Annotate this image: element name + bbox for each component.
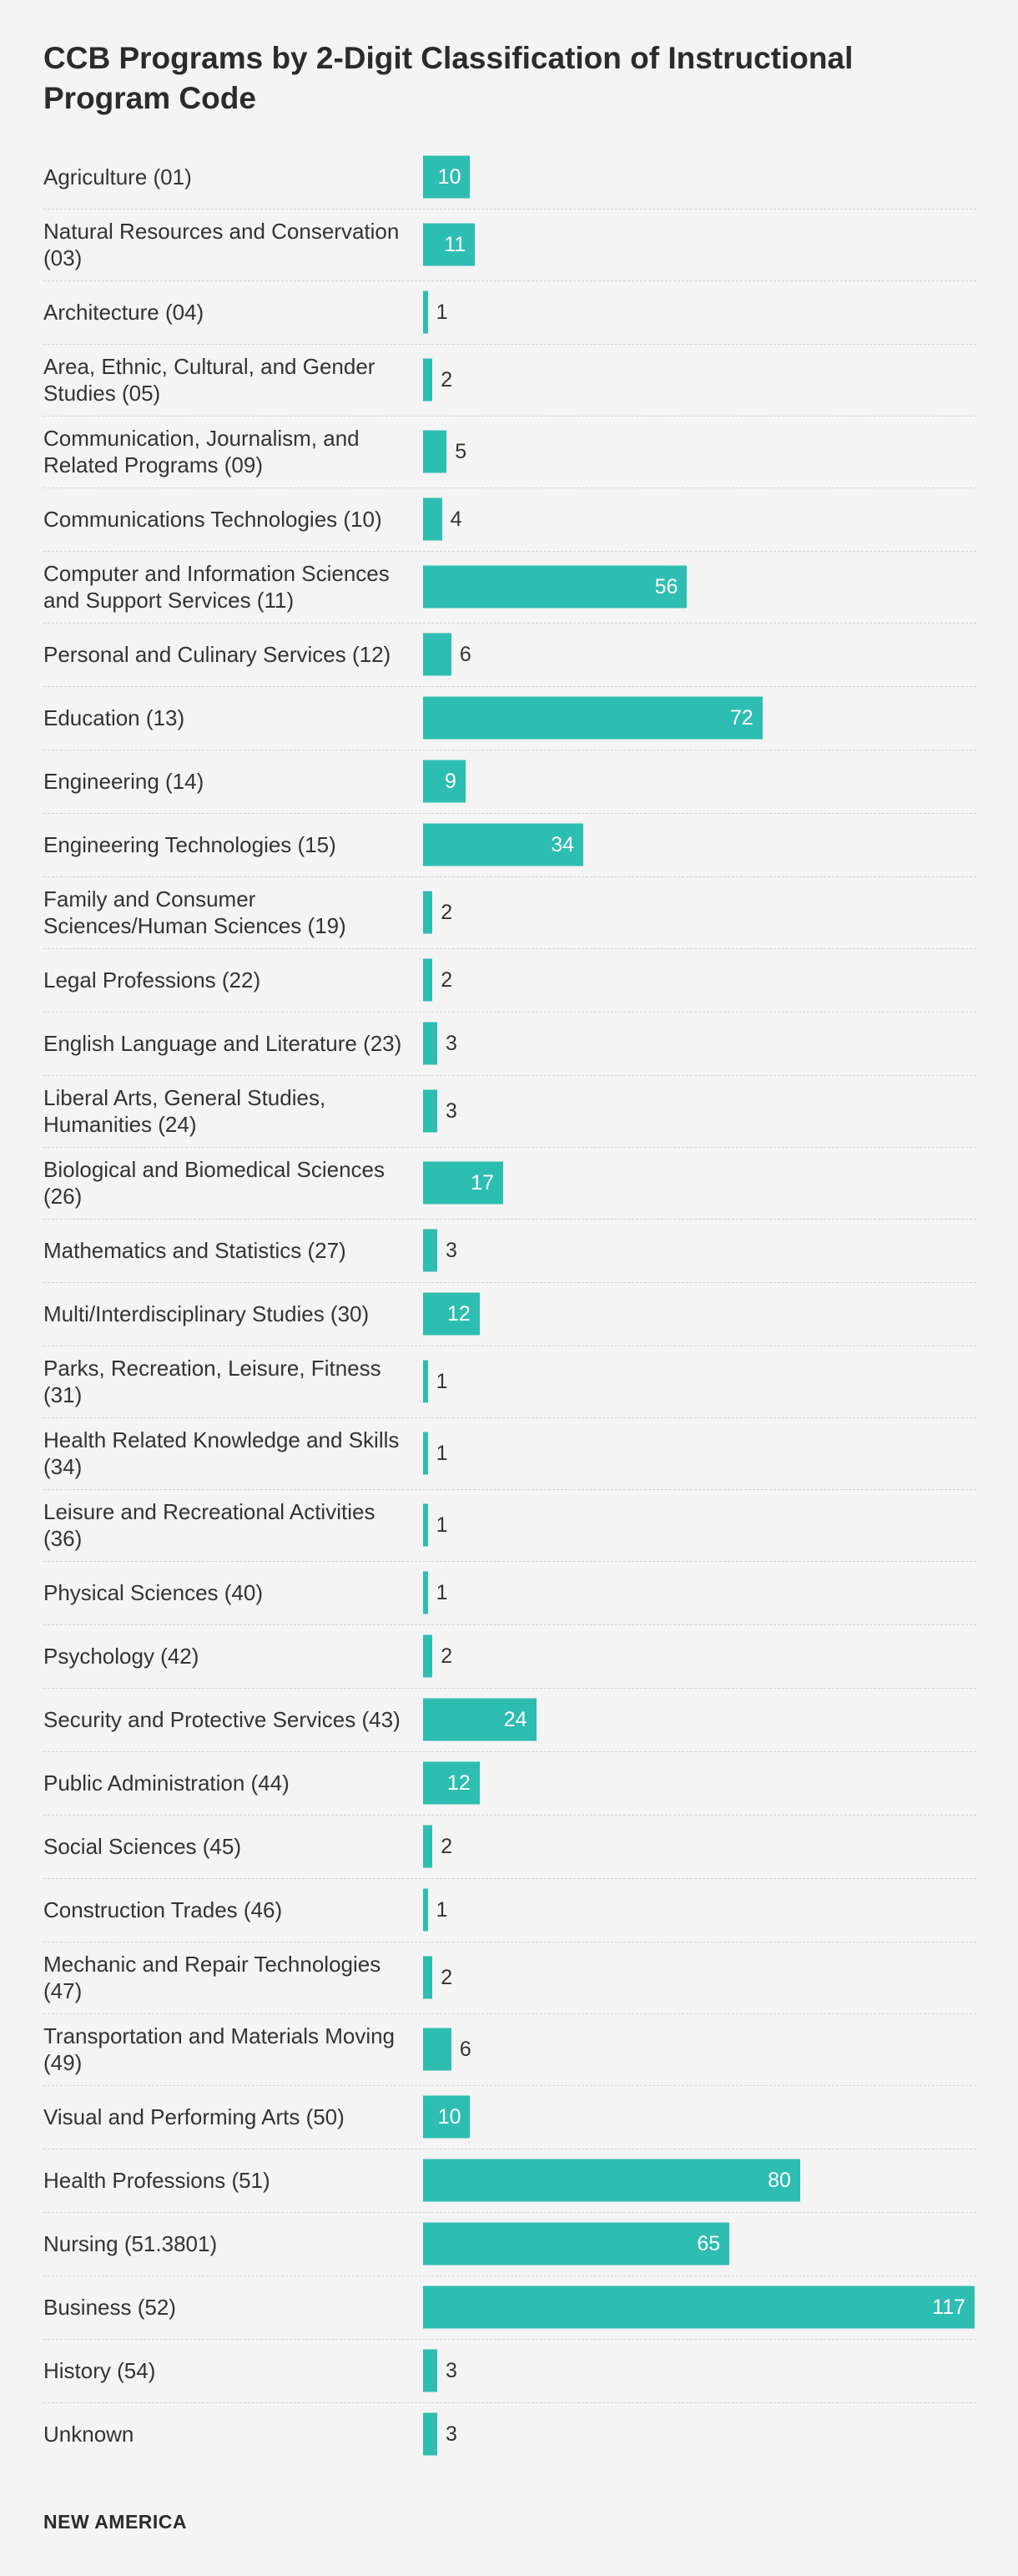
value-label: 1 [436, 1898, 448, 1922]
value-label: 2 [441, 368, 453, 391]
row-divider [43, 1624, 976, 1625]
category-label: Liberal Arts, General Studies, Humanities (24) [43, 1085, 326, 1137]
category-label: Agriculture (01) [43, 164, 192, 189]
bar [423, 1090, 437, 1133]
row-divider [43, 1878, 976, 1879]
row-divider [43, 1561, 976, 1562]
category-label: Mechanic and Repair Technologies (47) [43, 1952, 381, 2003]
category-label: Leisure and Recreational Activities (36) [43, 1499, 375, 1551]
category-label: Health Professions (51) [43, 2168, 270, 2193]
value-label: 2 [441, 968, 453, 992]
category-label: Engineering Technologies (15) [43, 832, 336, 857]
bar [423, 1023, 437, 1065]
value-label: 17 [471, 1171, 495, 1195]
row-divider [43, 1282, 976, 1283]
row-divider [43, 1417, 976, 1418]
bar [423, 1230, 437, 1272]
value-label: 9 [444, 770, 456, 793]
bar [423, 359, 432, 402]
category-label: Computer and Information Sciences and Support Services (11) [43, 561, 390, 613]
bar [423, 1504, 428, 1547]
bar [423, 1361, 428, 1403]
category-label: Area, Ethnic, Cultural, and Gender Studies (05) [43, 354, 375, 406]
value-label: 1 [436, 1513, 448, 1537]
value-label: 1 [436, 301, 448, 324]
bar [423, 1957, 432, 1999]
category-label: Transportation and Materials Moving (49) [43, 2023, 396, 2075]
category-label: Personal and Culinary Services (12) [43, 642, 391, 667]
value-label: 2 [441, 1966, 453, 1989]
row-divider [43, 416, 976, 417]
category-label: Construction Trades (46) [43, 1897, 283, 1922]
row-divider [43, 1815, 976, 1816]
row-divider [43, 948, 976, 949]
row-divider [43, 2085, 976, 2086]
category-label: Communication, Journalism, and Related Programs (09) [43, 426, 360, 477]
category-label: Architecture (04) [43, 300, 204, 325]
row-divider [43, 2212, 976, 2213]
category-label: Multi/Interdisciplinary Studies (30) [43, 1301, 370, 1326]
category-label: Engineering (14) [43, 769, 204, 794]
category-label: History (54) [43, 2358, 156, 2383]
value-label: 3 [445, 1099, 457, 1123]
value-label: 24 [503, 1708, 527, 1731]
bar [423, 1432, 428, 1475]
row-divider [43, 686, 976, 687]
row-divider [43, 551, 976, 552]
bar [423, 1572, 428, 1614]
brand-footer: NEW AMERICA [43, 2511, 188, 2533]
value-label: 1 [436, 1581, 448, 1604]
category-label: Public Administration (44) [43, 1770, 290, 1796]
category-label: Business (52) [43, 2295, 176, 2320]
category-label: Family and Consumer Sciences/Human Sciences (19) [43, 886, 346, 938]
category-label: Legal Professions (22) [43, 967, 261, 993]
row-divider [43, 813, 976, 814]
row-divider [43, 280, 976, 281]
value-label: 12 [446, 1302, 471, 1326]
value-label: 2 [441, 1835, 453, 1858]
value-label: 3 [445, 1239, 457, 1262]
value-label: 6 [459, 2038, 471, 2061]
row-divider [43, 2013, 976, 2014]
row-divider [43, 1688, 976, 1689]
value-label: 4 [450, 508, 462, 531]
bar [423, 431, 446, 473]
category-label: Physical Sciences (40) [43, 1580, 263, 1605]
value-label: 3 [445, 2422, 457, 2446]
row-divider [43, 344, 976, 345]
bar [423, 2028, 451, 2071]
value-label: 2 [441, 901, 453, 924]
value-label: 1 [436, 1370, 448, 1393]
row-divider [43, 1489, 976, 1490]
bar [423, 498, 442, 541]
bar [423, 1826, 432, 1868]
row-divider [43, 1219, 976, 1220]
value-label: 65 [697, 2232, 721, 2255]
value-label: 72 [729, 706, 753, 730]
bar [423, 1889, 428, 1932]
value-label: 2 [441, 1644, 453, 1668]
row-divider [43, 1075, 976, 1076]
category-label: Natural Resources and Conservation (03) [43, 219, 400, 270]
category-label: Communications Technologies (10) [43, 507, 382, 532]
bar [423, 2413, 437, 2456]
category-label: Security and Protective Services (43) [43, 1707, 401, 1732]
bar [423, 959, 432, 1002]
category-label: Education (13) [43, 705, 185, 730]
category-label: English Language and Literature (23) [43, 1031, 402, 1056]
chart-title: CCB Programs by 2-Digit Classification of Instructional Program Code [43, 41, 854, 115]
category-label: Visual and Performing Arts (50) [43, 2104, 345, 2129]
value-label: 34 [551, 833, 575, 856]
row-divider [43, 2275, 976, 2276]
value-label: 3 [445, 1032, 457, 1055]
row-divider [43, 1012, 976, 1013]
category-label: Psychology (42) [43, 1644, 199, 1669]
row-divider [43, 876, 976, 877]
value-label: 10 [437, 2105, 461, 2129]
bar [423, 2350, 437, 2392]
row-divider [43, 209, 976, 210]
value-label: 12 [446, 1771, 471, 1795]
value-label: 11 [444, 233, 466, 256]
row-divider [43, 1751, 976, 1752]
category-label: Social Sciences (45) [43, 1834, 241, 1859]
row-divider [43, 1147, 976, 1148]
value-label: 6 [459, 643, 471, 666]
category-label: Parks, Recreation, Leisure, Fitness (31) [43, 1356, 381, 1407]
row-divider [43, 487, 976, 488]
row-divider [43, 2402, 976, 2403]
value-label: 3 [445, 2359, 457, 2382]
value-label: 10 [437, 165, 461, 189]
row-divider [43, 623, 976, 624]
bar [423, 291, 428, 334]
bar [423, 634, 451, 676]
bar [423, 1635, 432, 1678]
category-label: Unknown [43, 2422, 134, 2447]
category-label: Mathematics and Statistics (27) [43, 1238, 346, 1263]
value-label: 56 [654, 575, 678, 599]
value-label: 5 [455, 440, 467, 463]
category-label: Nursing (51.3801) [43, 2231, 218, 2256]
category-label: Health Related Knowledge and Skills (34) [43, 1427, 400, 1479]
value-label: 1 [436, 1442, 448, 1465]
value-label: 117 [932, 2296, 965, 2319]
value-label: 80 [768, 2169, 791, 2192]
bar [423, 891, 432, 934]
category-label: Biological and Biomedical Sciences (26) [43, 1157, 386, 1209]
row-divider [43, 2339, 976, 2340]
